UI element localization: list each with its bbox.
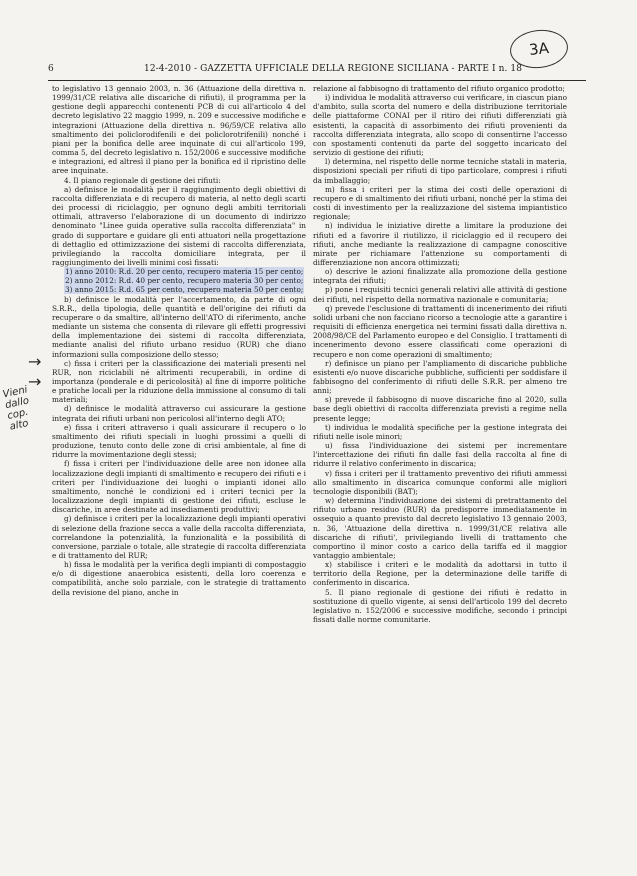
page-header [48,64,584,78]
left-column-paragraph: h) fissa le modalità per la verifica degli impianti di compostaggio e/o di digestione anaerobica esistenti, della loro coerenza e compatibilità, anche solo parziale, con le strategie di trattamento della revisione del piano, anche in [52,560,306,597]
right-column-paragraph: v) fissa i criteri per il trattamento preventivo dei rifiuti ammessi allo smaltimento in discarica comunque conformi alle migliori tecnologie disponibili (BAT); [313,468,567,496]
left-column-paragraph [52,285,306,294]
header-rule [48,80,586,81]
header-title: 12-4-2010 - GAZZETTA UFFICIALE DELLA REGIONE SICILIANA - PARTE I n. 18 [144,64,523,74]
left-column-paragraph: c) fissa i criteri per la classificazione dei materiali presenti nel RUR, non riciclabili né altrimenti recuperabili, in ordine di importanza (ponderale e di pericolosità) al fine di imporre politiche e pratiche locali per la riduzione della immissione al consumo di tali materiali; [52,358,306,405]
page-stamp: 3A [508,27,570,71]
right-column-paragraph: o) descrive le azioni finalizzate alla promozione della gestione integrata dei rifiuti; [313,267,567,286]
highlighted-text: 3) anno 2015: R.d. 65 per cento, recupero materia 50 per cento; [65,285,304,295]
left-column-paragraph: b) definisce le modalità per l'accertamento, da parte di ogni S.R.R., della tipologia, delle quantità e dell'origine dei rifiuti da recuperare o da smaltire, all'interno dell'ATO di riferimento, anche mediante un sistema che consenta di rilevare gli effetti progressivi della implementazione dei sistemi di raccolta differenziata, mediante analisi del rifiuto urbano residuo (RUR) che diano informazioni sulla composizione dello stesso; [52,294,306,359]
right-column-paragraph: p) pone i requisiti tecnici generali relativi alle attività di gestione dei rifiuti, nel rispetto della normativa nazionale e comunitaria; [313,285,567,304]
left-column-paragraph: a) definisce le modalità per il raggiungimento degli obiettivi di raccolta differenziata e di recupero di materia, al netto degli scarti dei processi di riciclaggio, per ognuno degli ambiti territoriali ottimali, attraverso l'elaborazione di un documento di indirizzo denominato "Linee guida operative sulla raccolta differenziata" in grado di supportare e guidare gli enti attuatori nella progettazione di dettaglio ed ottimizzazione dei sistemi di raccolta differenziata, privilegiando la raccolta domiciliare integrata, per il raggiungimento dei livelli minimi così fissati: [52,184,306,267]
right-column-paragraph: relazione al fabbisogno di trattamento del rifiuto organico prodotto; [313,84,565,93]
page-number: 6 [48,64,54,74]
left-column-paragraph [52,267,306,276]
right-column-paragraph: 5. Il piano regionale di gestione dei rifiuti è redatto in sostituzione di quello vigente, ai sensi dell'articolo 199 del decreto legislativo n. 152/2006 e successive modifiche, secondo i principi fissati dalle norme comunitarie. [313,587,567,625]
left-column-paragraph: g) definisce i criteri per la localizzazione degli impianti operativi di selezione della frazione secca a valle della raccolta differenziata, correlandone la potenzialità, la funzionalità e la possibilità di conversione, parziale o totale, alle strategie di raccolta differenziata e di trattamento del RUR; [52,514,306,560]
right-column-paragraph: x) stabilisce i criteri e le modalità da adottarsi in tutto il territorio della Regione, per la determinazione delle tariffe di conferimento in discarica. [313,560,567,588]
left-column [52,84,306,597]
left-column-paragraph: d) definisce le modalità attraverso cui assicurare la gestione integrata dei rifiuti urbani non pericolosi all'interno degli ATO; [52,404,306,423]
left-column-paragraph: f) fissa i criteri per l'individuazione delle aree non idonee alla localizzazione degli impianti di smaltimento e recupero dei rifiuti e i criteri per l'individuazione dei luoghi o impianti idonei allo smaltimento, nonché le condizioni ed i criteri tecnici per la localizzazione degli impianti di gestione dei rifiuti, escluse le discariche, in aree destinate ad insediamenti produttivi; [52,459,306,515]
right-column-paragraph: i) individua le modalità attraverso cui verificare, in ciascun piano d'ambito, sulla scorta del numero e della distribuzione territoriale delle piattaforme CONAI per il ritiro dei rifiuti differenziati già esistenti, la capacità di assorbimento dei rifiuti provenienti da raccolta differenziata integrata, allo scopo di consentirne l'accesso con spostamenti contenuti da parte del soggetto incaricato del servizio di gestione dei rifiuti; [313,93,567,158]
handwritten-arrow-icon: → [28,372,42,391]
handwritten-arrow-icon: → [28,352,42,371]
left-column-paragraph: 4. Il piano regionale di gestione dei rifiuti: [64,175,221,185]
highlighted-text: 1) anno 2010: R.d. 20 per cento, recupero materia 15 per cento; [65,267,304,277]
right-column-paragraph: u) fissa l'individuazione dei sistemi per incrementare l'intercettazione dei rifiuti fin dalle fasi della raccolta al fine di ridurre il relativo conferimento in discarica; [313,441,567,469]
right-column [313,84,567,624]
right-column-paragraph: l) determina, nel rispetto delle norme tecniche statali in materia, disposizioni speciali per rifiuti di tipo particolare, compresi i rifiuti da imballaggio; [313,157,567,185]
right-column-paragraph: r) definisce un piano per l'ampliamento di discariche pubbliche esistenti e/o nuove discariche pubbliche, sufficienti per soddisfare il fabbisogno del conferimento di rifiuti delle S.R.R. per almeno tre anni; [313,358,567,396]
right-column-paragraph: t) individua le modalità specifiche per la gestione integrata dei rifiuti nelle isole minori; [313,422,567,441]
right-column-paragraph: w) determina l'individuazione dei sistemi di pretrattamento del rifiuto urbano residuo (RUR) da predisporre immediatamente in ossequio a quanto previsto dal decreto legislativo 13 gennaio 2003, n. 36, 'Attuazione della direttiva n. 1999/31/CE relativa alle discariche di rifiuti', privilegiando livelli di trattamento che comportino il minor costo a carico della tariffa ed il maggior vantaggio ambientale; [313,496,567,560]
left-column-paragraph: e) fissa i criteri attraverso i quali assicurare il recupero o lo smaltimento dei rifiuti speciali in luoghi prossimi a quelli di produzione, tenuto conto delle zone di crisi ambientale, al fine di ridurre la movimentazione degli stessi; [52,422,306,460]
right-column-paragraph: n) individua le iniziative dirette a limitare la produzione dei rifiuti ed a favorire il riutilizzo, il riciclaggio ed il recupero dei rifiuti, anche mediante la realizzazione di campagne conoscitive mirate per richiamare l'attenzione su comportamenti di differenziazione non ancora ottimizzati; [313,221,567,267]
left-column-paragraph: to legislativo 13 gennaio 2003, n. 36 (Attuazione della direttiva n. 1999/31/CE relativa alle discariche di rifiuti), il programma per la gestione degli apparecchi contenenti PCB di cui all'articolo 4 del decreto legislativo 22 maggio 1999, n. 209 e successive modifiche e integrazioni (Attuazione della direttiva n. 96/59/CE relativa allo smaltimento dei policlorodifenili e dei policlorotrifenili) nonché i piani per la bonifica delle aree inquinate di cui all'articolo 199, comma 5, del decreto legislativo n. 152/2006 e successive modifiche e integrazioni, ed altresì il piano per la bonifica ed il ripristino delle aree inquinate. [52,84,306,176]
handwritten-margin-note: Vieni dallo cop. alto [1,384,31,433]
right-column-paragraph: m) fissa i criteri per la stima dei costi delle operazioni di recupero e di smaltimento dei rifiuti urbani, nonché per la stima dei costi di investimento per la realizzazione del sistema impiantistico regionale; [313,184,567,222]
right-column-paragraph: s) prevede il fabbisogno di nuove discariche fino al 2020, sulla base degli obiettivi di raccolta differenziata previsti a regime nella presente legge; [313,395,567,423]
right-column-paragraph: q) prevede l'esclusione di trattamenti di incenerimento dei rifiuti solidi urbani che non facciano ricorso a tecnologie atte a garantire i requisiti di efficienza energetica nei termini fissati dalla direttiva n. 2008/98/CE del Parlamento europeo e del Consiglio. I trattamenti di incenerimento devono essere classificati come operazioni di recupero e non come operazioni di smaltimento; [313,303,567,359]
left-column-paragraph [52,276,306,285]
highlighted-text: 2) anno 2012: R.d. 40 per cento, recupero materia 30 per cento; [65,276,304,286]
